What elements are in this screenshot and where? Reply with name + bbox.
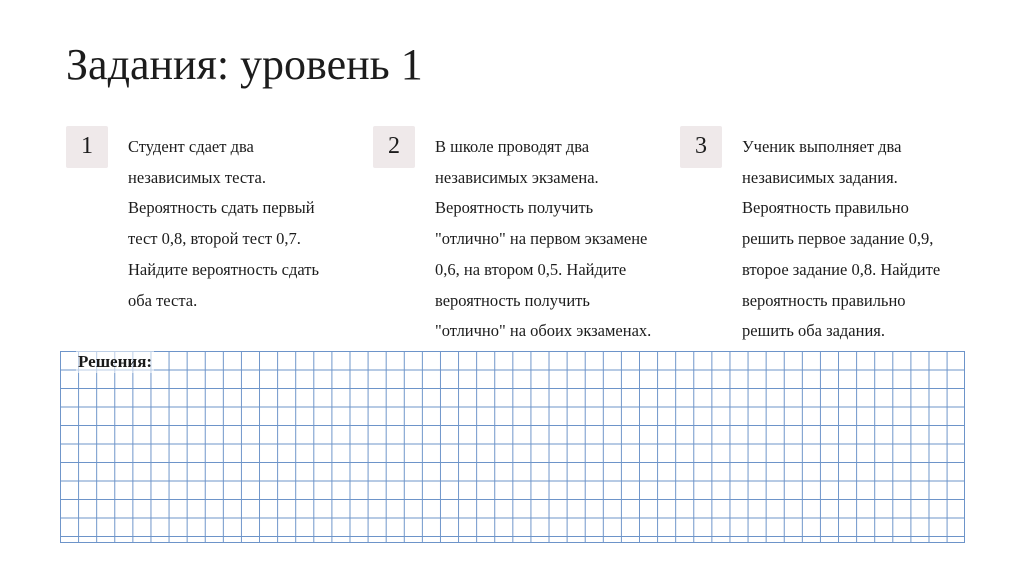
task-line: В школе проводят два	[435, 137, 590, 156]
task-line: Вероятность получить	[435, 198, 594, 218]
task-line: независимых теста.	[128, 167, 267, 187]
task-line: Вероятность правильно	[742, 198, 909, 218]
task-line: второе задание 0,8. Найдите	[742, 259, 941, 279]
task-line: независимых экзамена.	[435, 167, 599, 187]
task-line: Найдите вероятность сдать	[128, 259, 319, 279]
task-text	[128, 132, 388, 316]
task-line: Вероятность сдать первый	[128, 198, 315, 218]
task-line: 0,6, на втором 0,5. Найдите	[435, 259, 627, 279]
task-line: вероятность получить	[435, 290, 590, 310]
task-number-badge: 2	[373, 126, 415, 168]
task-line: вероятность правильно	[742, 290, 906, 310]
task-text	[742, 132, 1002, 347]
task-line: "отлично" на первом экзамене	[435, 229, 648, 249]
task-line: тест 0,8, второй тест 0,7.	[128, 229, 301, 249]
task-line: "отлично" на обоих экзаменах.	[435, 321, 652, 341]
task-text	[435, 132, 695, 347]
task-line: оба теста.	[128, 290, 198, 310]
task-line: независимых задания.	[742, 167, 898, 187]
solutions-label: Решения:	[78, 352, 153, 371]
slide-title: Задания: уровень 1	[66, 40, 423, 89]
task-line: Студент сдает два	[128, 137, 254, 156]
task-number-badge: 3	[680, 126, 722, 168]
graph-paper-grid	[60, 351, 965, 543]
task-line: решить оба задания.	[742, 321, 885, 341]
task-number-badge: 1	[66, 126, 108, 168]
task-line: Ученик выполняет два	[742, 137, 902, 156]
task-line: решить первое задание 0,9,	[742, 229, 934, 249]
